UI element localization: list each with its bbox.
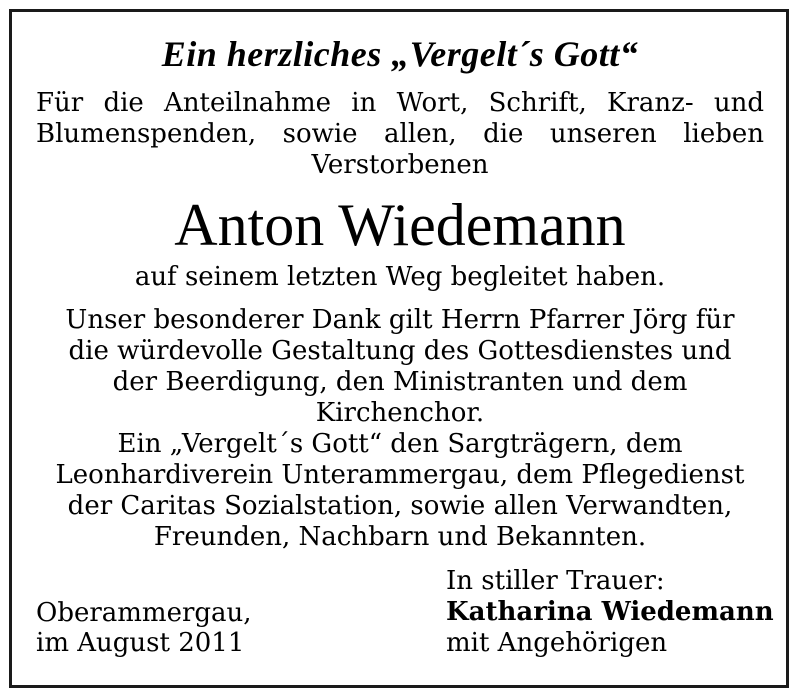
thanks-line: Freunden, Nachbarn und Bekannten. <box>153 522 647 552</box>
notice-heading: Ein herzliches „Vergelt´s Gott“ <box>161 34 639 74</box>
thanks-line: der Caritas Sozialstation, sowie allen Verwandten, <box>67 491 733 521</box>
intro-last-line-block <box>0 150 800 181</box>
intro-paragraph <box>36 88 764 150</box>
thanks-line: Unser besonderer Dank gilt Herrn Pfarrer Jörg für <box>65 305 735 335</box>
mourning-label: In stiller Trauer: <box>446 566 665 596</box>
after-name-line-block <box>0 262 800 293</box>
deceased-name: Anton Wiedemann <box>174 192 626 258</box>
intro-line: Blumenspenden, sowie allen, die unseren lieben <box>36 119 764 149</box>
place-date-block <box>36 598 252 658</box>
thanks-paragraph <box>0 305 800 553</box>
intro-line: Für die Anteilnahme in Wort, Schrift, Kranz- und <box>36 88 764 118</box>
thanks-line: Kirchenchor. <box>315 398 485 428</box>
mourner-suffix: mit Angehörigen <box>446 628 668 658</box>
thanks-line: die würdevolle Gestaltung des Gottesdienstes und <box>68 336 732 366</box>
thanks-line: Ein „Vergelt´s Gott“ den Sargträgern, dem <box>117 429 683 459</box>
signature-block <box>446 566 774 659</box>
thanks-line: Leonhardiverein Unterammergau, dem Pflegedienst <box>55 460 745 490</box>
place-text: Oberammergau, <box>36 598 252 628</box>
intro-line: Verstorbenen <box>311 150 489 180</box>
after-name-line: auf seinem letzten Weg begleitet haben. <box>134 262 666 292</box>
thanks-line: der Beerdigung, den Ministranten und dem <box>112 367 688 397</box>
mourner-name: Katharina Wiedemann <box>446 597 774 627</box>
date-text: im August 2011 <box>36 628 245 658</box>
